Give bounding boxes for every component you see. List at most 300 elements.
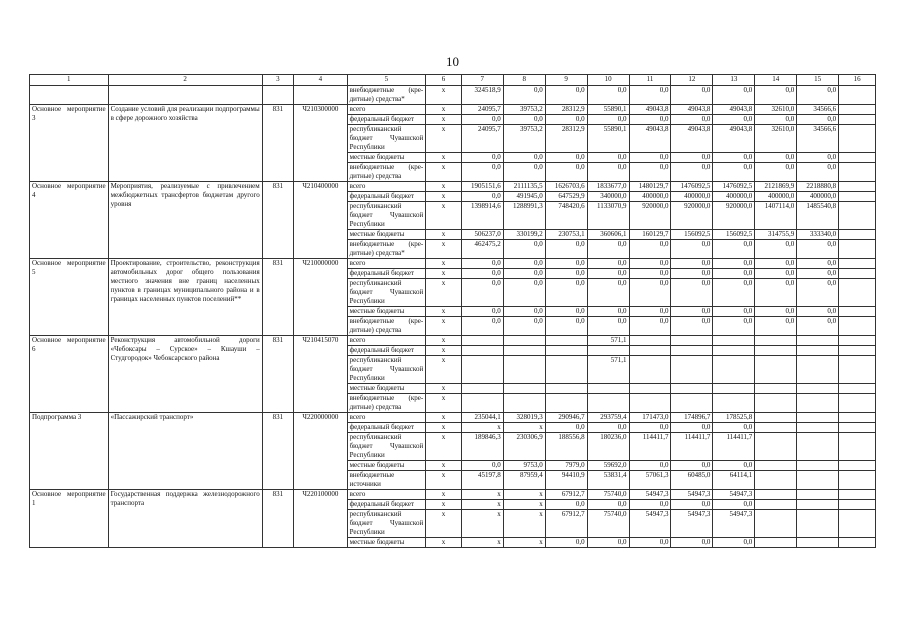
value-cell: 0,0 [797,163,839,182]
value-cell: 0,0 [587,115,629,125]
value-cell [545,384,587,394]
funding-source-cell: республиканский бюджет Чувашской Республики [347,279,426,307]
value-cell: 0,0 [503,240,545,259]
value-cell: 49043,8 [671,105,713,115]
target-code-cell: Ч220100000 [294,490,347,548]
value-cell: 0,0 [461,259,503,269]
value-cell: 0,0 [671,163,713,182]
value-cell: 748420,6 [545,202,587,230]
target-code-cell: Ч210000000 [294,259,347,336]
column-number-3: 3 [262,75,293,86]
program-cell: Основное мероприятие 6 [30,336,109,413]
code-cell: х [426,384,462,394]
value-cell: 87959,4 [503,471,545,490]
code-cell: х [426,86,462,105]
code-cell: х [426,182,462,192]
value-cell: 506237,0 [461,230,503,240]
column-number-8: 8 [503,75,545,86]
value-cell: 0,0 [671,423,713,433]
value-cell: 462475,2 [461,240,503,259]
value-cell [461,384,503,394]
value-cell: 920000,0 [671,202,713,230]
value-cell: 1905151,6 [461,182,503,192]
value-cell: 0,0 [503,163,545,182]
funding-source-cell: всего [347,490,426,500]
funding-source-cell: внебюджетные (кре-дитные) средства [347,163,426,182]
value-cell: 0,0 [713,307,755,317]
value-cell: 49043,8 [629,105,671,115]
value-cell: 2218880,8 [797,182,839,192]
value-cell: 0,0 [629,269,671,279]
funding-source-cell: всего [347,105,426,115]
funding-source-cell: федеральный бюджет [347,346,426,356]
value-cell: х [503,423,545,433]
grbs-code-cell: 831 [262,490,293,548]
value-cell: 49043,8 [713,125,755,153]
value-cell: 24095,7 [461,125,503,153]
value-cell: 1398914,6 [461,202,503,230]
column-number-5: 5 [347,75,426,86]
value-cell: 293759,4 [587,413,629,423]
value-cell: 0,0 [629,423,671,433]
column-number-12: 12 [671,75,713,86]
program-cell: Основное мероприятие 5 [30,259,109,336]
value-cell [461,394,503,413]
value-cell: 2111135,5 [503,182,545,192]
value-cell: 0,0 [797,240,839,259]
value-cell: 55890,1 [587,105,629,115]
value-cell: 0,0 [587,86,629,105]
value-cell [545,336,587,346]
value-cell: 7979,0 [545,461,587,471]
value-cell: 0,0 [671,538,713,548]
value-cell: 64114,1 [713,471,755,490]
code-cell: х [426,510,462,538]
value-cell: 0,0 [545,259,587,269]
grbs-code-cell: 831 [262,413,293,490]
value-cell [839,86,876,105]
value-cell: 1480129,7 [629,182,671,192]
value-cell [587,394,629,413]
value-cell: х [503,500,545,510]
value-cell: 0,0 [503,115,545,125]
value-cell: 0,0 [629,86,671,105]
value-cell: 0,0 [629,307,671,317]
value-cell [671,356,713,384]
table-row [30,413,876,423]
value-cell: 333340,0 [797,230,839,240]
value-cell: 0,0 [587,423,629,433]
value-cell: 28312,9 [545,125,587,153]
value-cell [461,336,503,346]
code-cell: х [426,269,462,279]
value-cell: 55890,1 [587,125,629,153]
column-number-15: 15 [797,75,839,86]
value-cell: 180236,0 [587,433,629,461]
value-cell [671,346,713,356]
funding-source-cell: республиканский бюджет Чувашской Республики [347,356,426,384]
value-cell: 67912,7 [545,490,587,500]
value-cell [629,356,671,384]
value-cell: 0,0 [797,153,839,163]
column-number-11: 11 [629,75,671,86]
value-cell: 0,0 [503,86,545,105]
target-code-cell: Ч210415070 [294,336,347,413]
column-number-14: 14 [755,75,797,86]
value-cell: 0,0 [629,317,671,336]
value-cell: 0,0 [503,259,545,269]
code-cell: х [426,346,462,356]
value-cell: х [503,490,545,500]
value-cell [839,423,876,433]
grbs-code-cell [262,86,293,105]
description-cell: Проектирование, строительство, реконструкция автомобильных дорог общего пользования местного значения вне границ населенных пунктов в границах муниципального района и в границах населенных пунктов поселений** [108,259,262,336]
funding-source-cell: федеральный бюджет [347,115,426,125]
code-cell: х [426,153,462,163]
value-cell: 0,0 [797,317,839,336]
value-cell [839,279,876,307]
value-cell [839,125,876,153]
value-cell: 0,0 [671,317,713,336]
value-cell: х [461,490,503,500]
value-cell: 647529,9 [545,192,587,202]
funding-source-cell: местные бюджеты [347,307,426,317]
value-cell: 75740,0 [587,510,629,538]
value-cell [839,269,876,279]
value-cell: 0,0 [797,259,839,269]
value-cell: 400000,0 [755,192,797,202]
value-cell: 0,0 [587,500,629,510]
funding-source-cell: республиканский бюджет Чувашской Республики [347,125,426,153]
value-cell [839,259,876,269]
code-cell: х [426,307,462,317]
value-cell [629,336,671,346]
table-row [30,336,876,346]
value-cell [755,346,797,356]
value-cell: 400000,0 [671,192,713,202]
value-cell: 0,0 [629,500,671,510]
value-cell [797,433,839,461]
column-number-row [30,75,876,86]
value-cell: 0,0 [755,317,797,336]
value-cell: 0,0 [755,279,797,307]
table-row [30,259,876,269]
value-cell [713,336,755,346]
value-cell: х [461,500,503,510]
value-cell: 0,0 [503,269,545,279]
value-cell: 0,0 [461,279,503,307]
funding-source-cell: федеральный бюджет [347,423,426,433]
program-cell [30,86,109,105]
value-cell [839,356,876,384]
value-cell: 174896,7 [671,413,713,423]
funding-source-cell: внебюджетные источники [347,471,426,490]
value-cell: 0,0 [755,307,797,317]
value-cell [755,538,797,548]
value-cell: 0,0 [629,163,671,182]
value-cell: 0,0 [545,279,587,307]
value-cell: 0,0 [461,192,503,202]
funding-source-cell: местные бюджеты [347,538,426,548]
value-cell: 34566,6 [797,105,839,115]
value-cell [797,336,839,346]
code-cell: х [426,471,462,490]
value-cell [503,336,545,346]
value-cell [839,336,876,346]
value-cell [461,346,503,356]
value-cell [839,490,876,500]
value-cell: 235044,1 [461,413,503,423]
code-cell: х [426,259,462,269]
program-cell: Основное мероприятие 1 [30,490,109,548]
value-cell [839,115,876,125]
value-cell: 0,0 [755,115,797,125]
value-cell [797,394,839,413]
column-number-9: 9 [545,75,587,86]
value-cell: 0,0 [545,317,587,336]
value-cell [797,461,839,471]
value-cell: 156092,5 [713,230,755,240]
value-cell: 94410,9 [545,471,587,490]
value-cell [671,384,713,394]
value-cell: 0,0 [587,153,629,163]
funding-source-cell: внебюджетные (кре-дитные) средства* [347,86,426,105]
code-cell: х [426,336,462,346]
value-cell: 67912,7 [545,510,587,538]
value-cell: 0,0 [671,279,713,307]
value-cell: 49043,8 [713,105,755,115]
value-cell: 0,0 [545,163,587,182]
value-cell: 0,0 [545,538,587,548]
funding-source-cell: местные бюджеты [347,153,426,163]
value-cell [839,510,876,538]
value-cell: 54947,3 [713,510,755,538]
code-cell: х [426,538,462,548]
value-cell [587,346,629,356]
value-cell: 230753,1 [545,230,587,240]
value-cell [755,490,797,500]
funding-source-cell: местные бюджеты [347,230,426,240]
grbs-code-cell: 831 [262,182,293,259]
value-cell [503,356,545,384]
value-cell: 1476092,5 [713,182,755,192]
value-cell: 0,0 [587,269,629,279]
value-cell [839,192,876,202]
column-number-7: 7 [461,75,503,86]
value-cell: 330199,2 [503,230,545,240]
value-cell: 54947,3 [671,510,713,538]
value-cell [839,471,876,490]
value-cell: 920000,0 [713,202,755,230]
value-cell: 571,1 [587,336,629,346]
value-cell: 0,0 [755,153,797,163]
target-code-cell [294,86,347,105]
value-cell: 0,0 [461,461,503,471]
value-cell [755,423,797,433]
value-cell: 0,0 [713,259,755,269]
value-cell: 1133070,9 [587,202,629,230]
value-cell [545,394,587,413]
value-cell: 0,0 [629,279,671,307]
value-cell: 0,0 [713,86,755,105]
description-cell: Создание условий для реализации подпрограммы в сфере дорожного хозяйства [108,105,262,182]
value-cell: 189846,3 [461,433,503,461]
value-cell: 0,0 [461,163,503,182]
value-cell [629,384,671,394]
value-cell: 0,0 [629,461,671,471]
value-cell: 54947,3 [713,490,755,500]
value-cell: 0,0 [713,423,755,433]
target-code-cell: Ч210300000 [294,105,347,182]
value-cell: х [503,510,545,538]
code-cell: х [426,115,462,125]
value-cell [503,394,545,413]
value-cell: 39753,2 [503,125,545,153]
value-cell: 0,0 [545,240,587,259]
value-cell [755,336,797,346]
value-cell [839,394,876,413]
value-cell [797,346,839,356]
funding-source-cell: внебюджетные (кре-дитные) средства* [347,240,426,259]
description-cell: Мероприятия, реализуемые с привлечением межбюджетных трансфертов бюджетам другого уровня [108,182,262,259]
value-cell [713,356,755,384]
value-cell [671,394,713,413]
value-cell: 0,0 [503,153,545,163]
value-cell: 2121869,9 [755,182,797,192]
program-cell: Подпрограмма 3 [30,413,109,490]
value-cell [839,240,876,259]
value-cell: 28312,9 [545,105,587,115]
value-cell: 0,0 [713,240,755,259]
value-cell [797,423,839,433]
value-cell: 0,0 [671,153,713,163]
value-cell [503,384,545,394]
value-cell: 328019,3 [503,413,545,423]
value-cell: 1626703,6 [545,182,587,192]
funding-source-cell: всего [347,182,426,192]
value-cell: 0,0 [587,307,629,317]
value-cell: 0,0 [545,269,587,279]
value-cell [797,538,839,548]
value-cell: 54947,3 [671,490,713,500]
value-cell: 0,0 [671,86,713,105]
value-cell [797,510,839,538]
value-cell: х [461,538,503,548]
value-cell: 360606,1 [587,230,629,240]
grbs-code-cell: 831 [262,336,293,413]
column-number-6: 6 [426,75,462,86]
value-cell: 0,0 [713,500,755,510]
value-cell: 0,0 [545,153,587,163]
value-cell [503,346,545,356]
value-cell: 0,0 [587,240,629,259]
funding-source-cell: внебюджетные (кре-дитные) средства [347,394,426,413]
column-number-10: 10 [587,75,629,86]
description-cell: Государственная поддержка железнодорожного транспорта [108,490,262,548]
code-cell: х [426,413,462,423]
code-cell: х [426,490,462,500]
value-cell: 178525,8 [713,413,755,423]
value-cell [629,394,671,413]
code-cell: х [426,105,462,115]
value-cell: 400000,0 [713,192,755,202]
value-cell: 0,0 [545,423,587,433]
value-cell [629,346,671,356]
value-cell: 0,0 [755,240,797,259]
value-cell [839,538,876,548]
value-cell: 0,0 [461,317,503,336]
value-cell [545,356,587,384]
value-cell: 920000,0 [629,202,671,230]
value-cell: 0,0 [755,86,797,105]
value-cell: 0,0 [671,115,713,125]
value-cell [839,163,876,182]
value-cell: 400000,0 [797,192,839,202]
value-cell: 0,0 [629,259,671,269]
value-cell: 0,0 [545,500,587,510]
value-cell: 340000,0 [587,192,629,202]
value-cell: 0,0 [587,279,629,307]
value-cell [797,471,839,490]
value-cell [713,384,755,394]
funding-source-cell: всего [347,413,426,423]
value-cell: 0,0 [671,500,713,510]
value-cell: 0,0 [545,307,587,317]
value-cell [839,202,876,230]
value-cell: 39753,2 [503,105,545,115]
funding-source-cell: внебюджетные (кре-дитные) средства [347,317,426,336]
value-cell: 188556,8 [545,433,587,461]
value-cell: 0,0 [797,279,839,307]
funding-source-cell: федеральный бюджет [347,269,426,279]
value-cell [713,394,755,413]
value-cell [839,307,876,317]
value-cell: 49043,8 [629,125,671,153]
value-cell [839,105,876,115]
code-cell: х [426,461,462,471]
description-cell: «Пассажирский транспорт» [108,413,262,490]
value-cell: 53831,4 [587,471,629,490]
budget-table [29,74,876,548]
value-cell: 0,0 [797,86,839,105]
value-cell [713,346,755,356]
column-number-2: 2 [108,75,262,86]
value-cell: 45197,8 [461,471,503,490]
value-cell: 0,0 [545,86,587,105]
value-cell: 0,0 [503,307,545,317]
value-cell: 32610,0 [755,105,797,115]
value-cell: 0,0 [713,153,755,163]
value-cell: 9753,0 [503,461,545,471]
column-number-16: 16 [839,75,876,86]
value-cell: 75740,0 [587,490,629,500]
funding-source-cell: федеральный бюджет [347,500,426,510]
value-cell: 0,0 [629,240,671,259]
value-cell [797,413,839,423]
value-cell [797,490,839,500]
value-cell: 0,0 [461,115,503,125]
value-cell: 0,0 [461,153,503,163]
funding-source-cell: федеральный бюджет [347,192,426,202]
value-cell: 0,0 [629,538,671,548]
table-row [30,105,876,115]
value-cell: 54947,3 [629,490,671,500]
value-cell [839,317,876,336]
table-row [30,182,876,192]
value-cell: 0,0 [713,269,755,279]
funding-source-cell: республиканский бюджет Чувашской Республики [347,202,426,230]
funding-source-cell: республиканский бюджет Чувашской Республики [347,433,426,461]
